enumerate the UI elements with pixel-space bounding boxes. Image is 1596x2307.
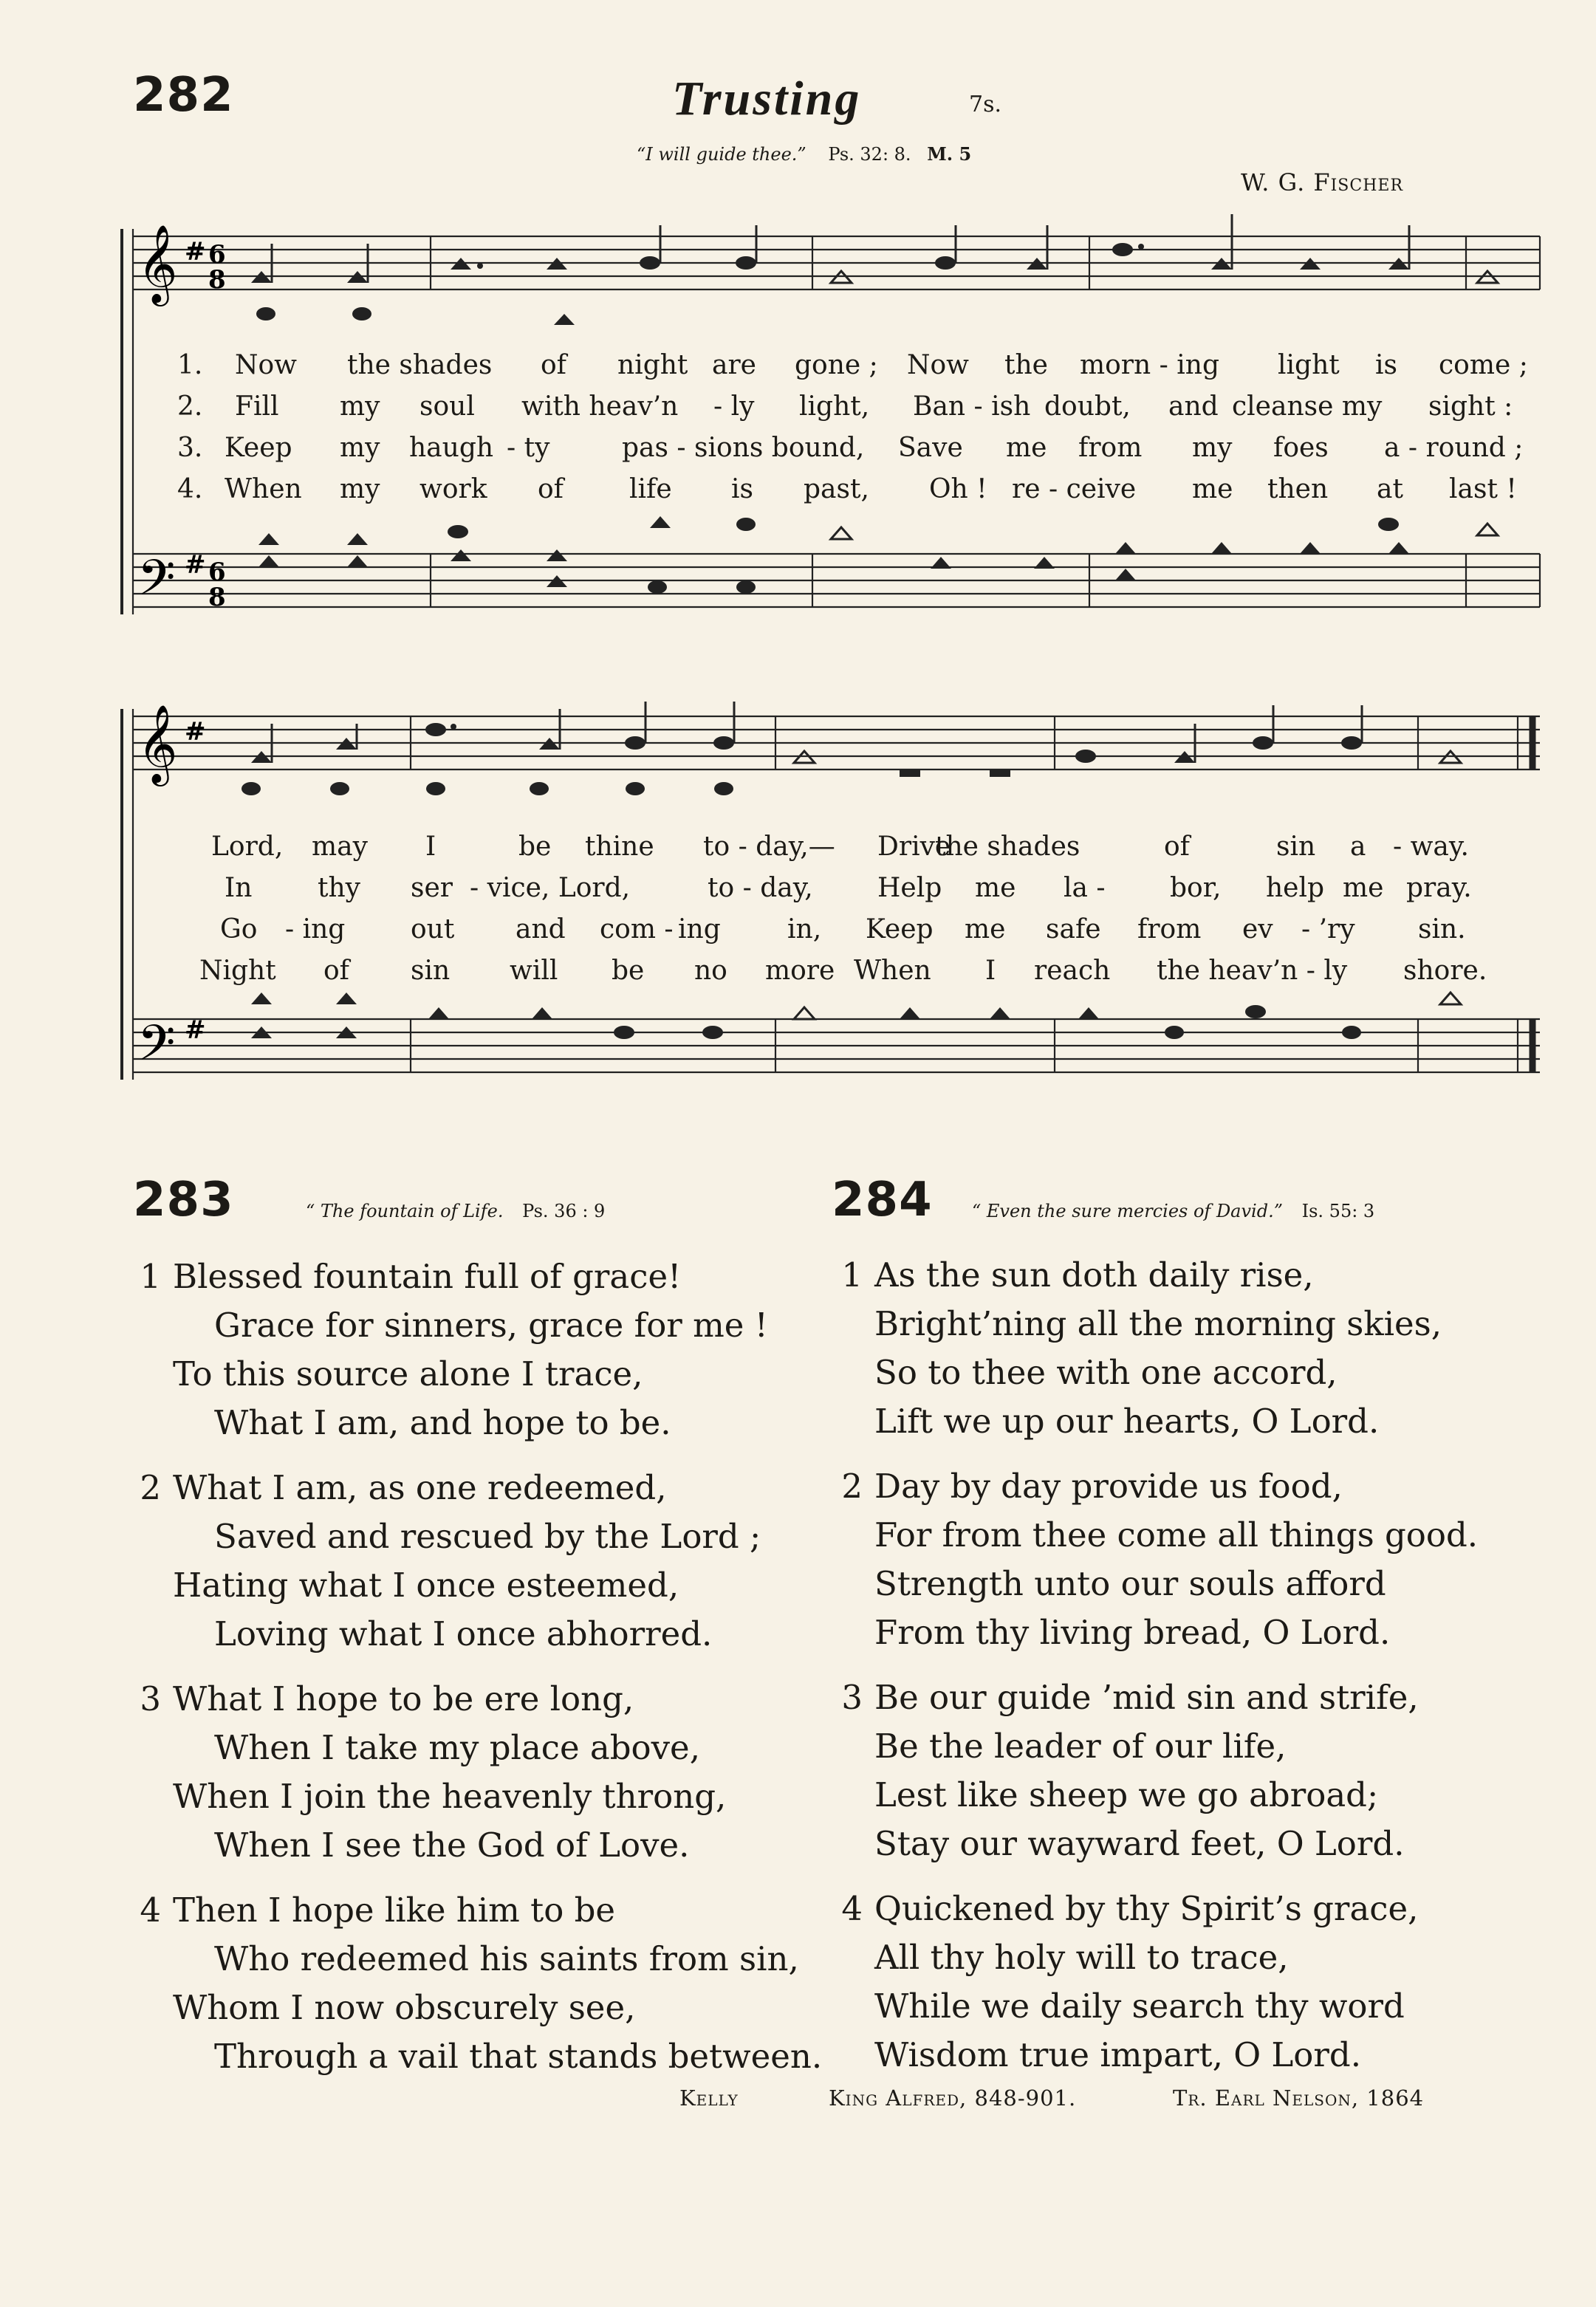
verse-2-line-b: In thy ser - vice, Lord, to - day, Help me la - bor, help me pray.: [225, 873, 1472, 903]
stanza-1: 1 Blessed fountain full of grace! Grace for sinners, grace for me ! To this source alone I trace, What I am, and hope to be.: [140, 1257, 768, 1442]
verse-3-line-a: 3. Keep my haugh - ty pas - sions bound, Save me from my foes a - round ;: [177, 433, 1524, 463]
hymn-283-text: [140, 1252, 823, 2097]
svg-text:6: 6: [208, 240, 226, 270]
svg-text:8: 8: [208, 583, 226, 612]
treble-clef-icon: 𝄞: [137, 704, 178, 783]
svg-text:#: #: [185, 717, 206, 747]
scripture-283: “ The fountain of Life. Ps. 36 : 9: [306, 1201, 606, 1221]
verse-4-line-b: Night of sin will be no more When I reach the heav’n - ly shore.: [199, 956, 1487, 986]
scripture-284: “ Even the sure mercies of David.” Is. 55: 3: [972, 1201, 1375, 1221]
composer: W. G. Fischer: [1241, 168, 1404, 196]
svg-text:#: #: [185, 237, 206, 267]
stanza-3: 3 What I hope to be ere long, When I take my place above, When I join the heavenly throng, When I see the God of Love.: [140, 1679, 727, 1865]
stanza-1: 1 As the sun doth daily rise, Bright’ning all the morning skies, So to thee with one accord, Lift we up our hearts, O Lord.: [841, 1255, 1442, 1441]
svg-text:8: 8: [208, 265, 226, 295]
bass-clef-icon: 𝄢: [137, 549, 176, 618]
hymn-number-282: 282: [133, 68, 234, 123]
translator-284: Tr. Earl Nelson, 1864: [1173, 2085, 1425, 2111]
music-system-1: [0, 214, 1596, 642]
svg-text:#: #: [185, 1015, 206, 1045]
svg-text:6: 6: [208, 558, 226, 587]
author-283: Kelly: [679, 2085, 739, 2111]
author-284: King Alfred, 848-901.: [829, 2085, 1077, 2111]
stanza-2: 2 Day by day provide us food, For from thee come all things good. Strength unto our souls afford From thy living bread, O Lord.: [841, 1467, 1479, 1652]
verse-2-line-a: 2. Fill my soul with heav’n - ly light, Ban - ish doubt, and cleanse my sight :: [177, 391, 1513, 422]
stanza-4: 4 Then I hope like him to be Who redeemed his saints from sin, Whom I now obscurely see, Through a vail that stands between.: [140, 1890, 823, 2076]
stanza-3: 3 Be our guide ’mid sin and strife, Be the leader of our life, Lest like sheep we go abroad; Stay our wayward feet, O Lord.: [841, 1678, 1419, 1863]
meter: 7s.: [969, 92, 1002, 117]
hymn-number-283: 283: [133, 1173, 234, 1227]
verse-1-line-b: Lord, may I be thine to - day,— Drive the shades of sin a - way.: [211, 832, 1469, 862]
scripture-ref: Ps. 32: 8.: [828, 144, 911, 165]
verse-3-line-b: Go - ing out and com - ing in, Keep me safe from ev - ’ry sin.: [220, 914, 1466, 945]
svg-text:#: #: [185, 550, 206, 580]
verse-4-line-a: 4. When my work of life is past, Oh ! re - ceive me then at last !: [177, 474, 1517, 504]
scripture-quote: “I will guide thee.”: [637, 144, 806, 165]
stanza-2: 2 What I am, as one redeemed, Saved and rescued by the Lord ; Hating what I once esteemed, Loving what I once abhorred.: [140, 1468, 761, 1653]
hymn-284-text: [841, 1251, 1479, 2096]
scripture-282: [637, 143, 971, 165]
hymn-number-284: 284: [832, 1173, 933, 1227]
tune-ref: M. 5: [927, 143, 972, 165]
bass-clef-icon: 𝄢: [137, 1015, 176, 1083]
treble-clef-icon: 𝄞: [137, 224, 178, 303]
stanza-4: 4 Quickened by thy Spirit’s grace, All thy holy will to trace, While we daily search thy word Wisdom true impart, O Lord.: [841, 1889, 1419, 2074]
music-system-2: [0, 694, 1596, 1122]
verse-1-line-a: 1. Now the shades of night are gone ; Now the morn - ing light is come ;: [177, 350, 1528, 380]
hymn-title: Trusting: [672, 72, 862, 126]
